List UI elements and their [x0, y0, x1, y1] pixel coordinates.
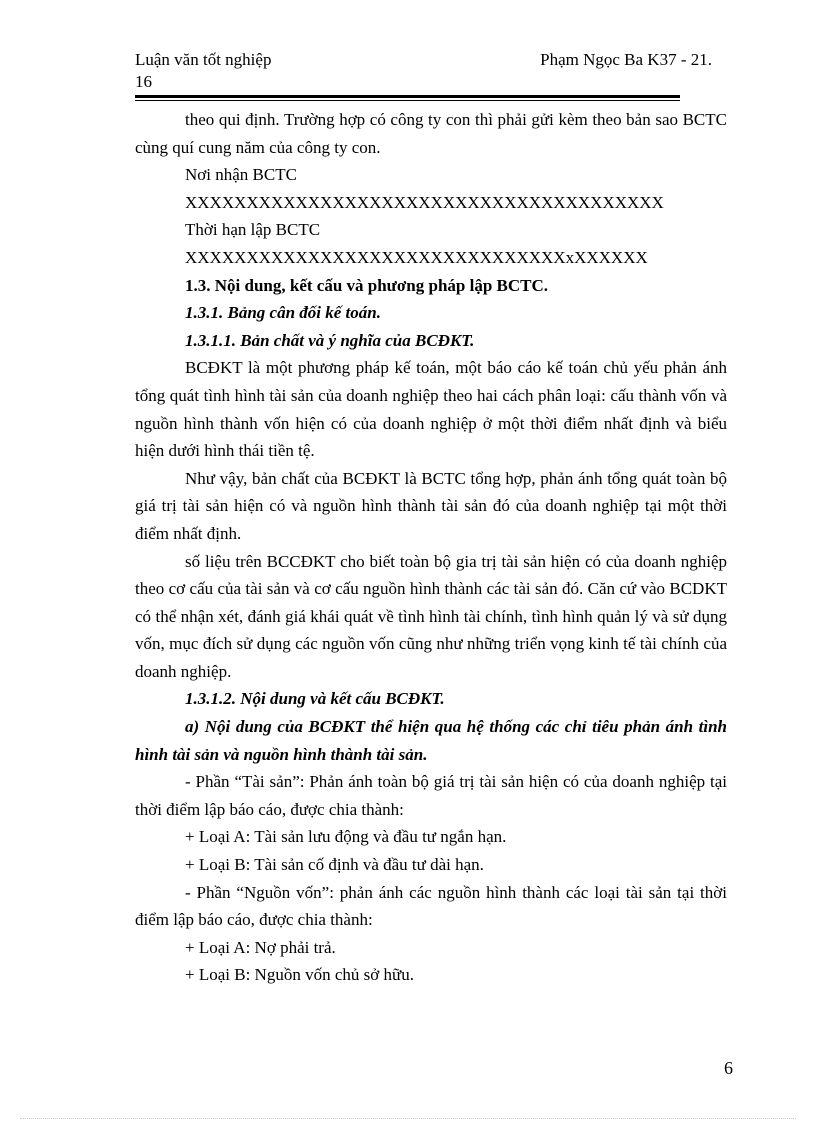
- placeholder-x-line: XXXXXXXXXXXXXXXXXXXXXXXXXXXXXXXXXXXXXXX: [185, 192, 664, 212]
- paragraph: BCĐKT là một phương pháp kế toán, một báo cáo kế toán chủ yếu phản ánh tổng quát tình hình tài sản của doanh nghiệp theo hai cách phân loại: cấu thành vốn và nguồn hình thành vốn hiện có của doanh nghiệp ở một thời điểm nhất định và biểu hiện dưới hình thái tiền tệ.: [135, 358, 727, 461]
- thesis-label: Luận văn tốt nghiệp: [135, 50, 272, 69]
- emphasis-heading: a) Nội dung của BCĐKT thể hiện qua hệ thống các chỉ tiêu phản ánh tình hình tài sản và nguồn hình thành tài sản.: [135, 717, 727, 764]
- subsection-heading: 1.3.1. Bảng cân đối kế toán.: [185, 303, 381, 323]
- paragraph: số liệu trên BCCĐKT cho biết toàn bộ gia trị tài sản hiện có của doanh nghiệp theo cơ cấu của tài sản và cơ cấu nguồn hình thành các tài sản đó. Căn cứ vào BCDKT có thể nhận xét, đánh giá khái quát về tình hình tài chính, tình hình quản lý và sử dụng vốn, mục đích sử dụng các nguồn vốn cũng như những triển vọng kinh tế tài chính của doanh nghiệp.: [135, 551, 727, 681]
- header-left: [135, 49, 271, 93]
- paragraph: - Phần “Tài sản”: Phản ánh toàn bộ giá trị tài sản hiện có của doanh nghiệp tại thời điểm lập báo cáo, được chia thành:: [135, 772, 727, 819]
- list-item: + Loại B: Tài sản cố định và đầu tư dài hạn.: [185, 855, 484, 875]
- author-label: Phạm Ngọc Ba K37 - 21.: [540, 50, 712, 69]
- header-rule-thick: [135, 95, 680, 98]
- label-recipient: Nơi nhận BCTC: [185, 165, 297, 185]
- paragraph: - Phần “Nguồn vốn”: phản ánh các nguồn hình thành các loại tài sản tại thời điểm lập báo cáo, được chia thành:: [135, 882, 727, 930]
- subsubsection-heading: 1.3.1.1. Bản chất và ý nghĩa của BCĐKT.: [185, 330, 475, 350]
- section-heading: 1.3. Nội dung, kết cấu và phương pháp lập BCTC.: [185, 275, 549, 295]
- document-body: [135, 106, 727, 989]
- header-page-ref: 16: [135, 72, 152, 91]
- paragraph: theo qui định. Trường hợp có công ty con thì phải gửi kèm theo bản sao BCTC cùng quí cung năm của công ty con.: [135, 110, 727, 157]
- page-bottom-border: [20, 1118, 796, 1119]
- placeholder-x-line: XXXXXXXXXXXXXXXXXXXXXXXXXXXXXXXxXXXXXX: [185, 247, 648, 267]
- list-item: + Loại A: Nợ phải trả.: [185, 937, 336, 957]
- paragraph: Như vậy, bản chất của BCĐKT là BCTC tổng hợp, phản ánh tổng quát toàn bộ giá trị tài sản hiện có và nguồn hình thành tài sản đó của doanh nghiệp tại một thời điểm nhất định.: [135, 468, 727, 543]
- list-item: + Loại B: Nguồn vốn chủ sở hữu.: [185, 965, 414, 985]
- label-deadline: Thời hạn lập BCTC: [185, 220, 321, 240]
- list-item: + Loại A: Tài sản lưu động và đầu tư ngắn hạn.: [185, 827, 507, 847]
- page-number: 6: [724, 1058, 733, 1078]
- header-rule-thin: [135, 100, 680, 101]
- subsubsection-heading: 1.3.1.2. Nội dung và kết cấu BCĐKT.: [185, 689, 445, 709]
